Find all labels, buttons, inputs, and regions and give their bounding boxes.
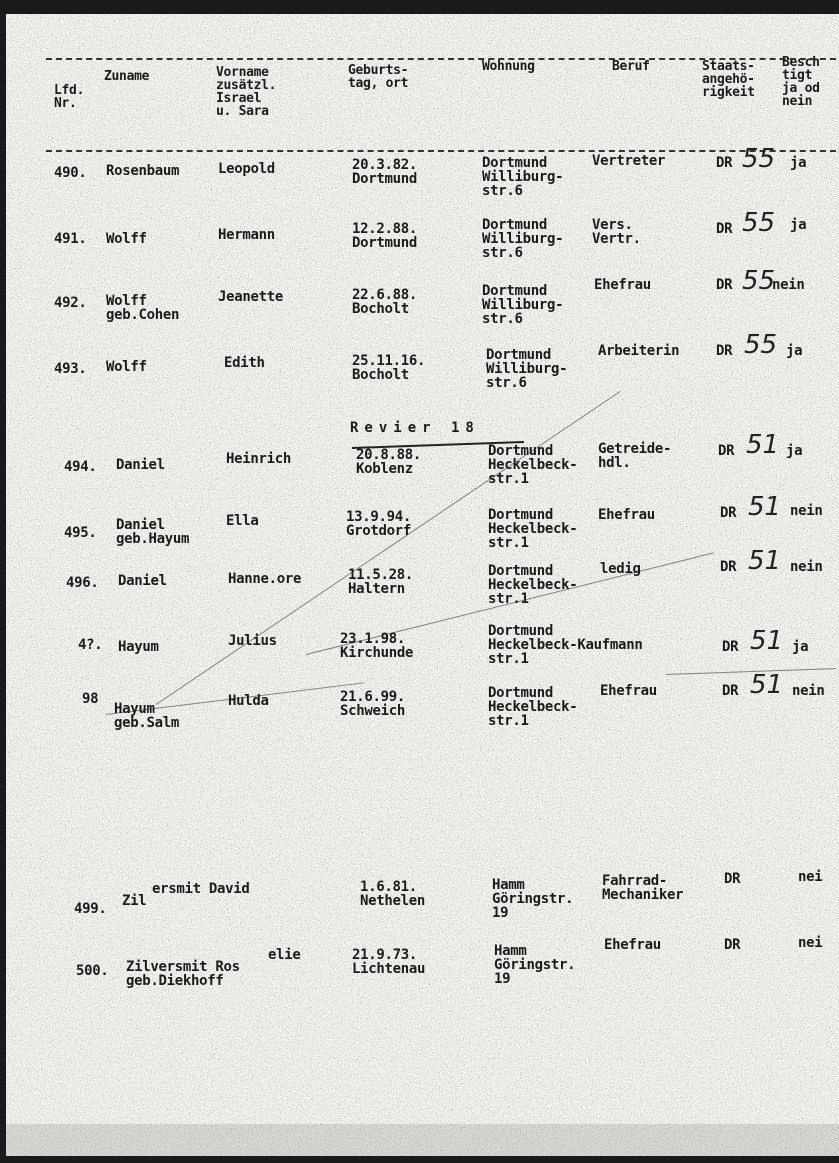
header-zuname: Zuname — [104, 69, 150, 84]
row-vorname: Julius — [228, 633, 277, 649]
row-geburt: 20.8.88. Koblenz — [356, 447, 422, 477]
row-handwritten-number: 51 — [746, 430, 780, 460]
row-geburt: 12.2.88. Dortmund — [352, 221, 418, 251]
row-handwritten-number: 55 — [742, 208, 776, 238]
row-zuname: Wolff — [106, 231, 147, 247]
row-staat: DR — [720, 559, 737, 575]
row-besch: nei — [798, 935, 823, 951]
row-nr: 4?. — [78, 637, 103, 653]
row-besch: ja — [790, 155, 807, 171]
header-besch: Besch tigt ja od nein — [782, 55, 820, 109]
row-zuname: Daniel — [118, 573, 167, 589]
row-wohnung: Dortmund Williburg- str.6 — [486, 347, 568, 391]
row-vorname: Heinrich — [226, 451, 292, 467]
row-staat: DR — [720, 505, 737, 521]
row-beruf: Ehefrau — [600, 683, 657, 699]
header-staats: Staats- angehö- rigkeit — [702, 59, 755, 100]
row-beruf: Vers. Vertr. — [592, 217, 641, 247]
row-beruf: Arbeiterin — [598, 343, 680, 359]
row-geburt: 1.6.81. Nethelen — [360, 879, 426, 909]
row-besch: ja — [786, 443, 803, 459]
row-besch: ja — [792, 639, 809, 655]
row-wohnung: Dortmund Heckelbeck- str.1 — [488, 685, 578, 729]
row-nr: 496. — [66, 575, 99, 591]
row-nr: 493. — [54, 361, 87, 377]
row-geburt: 11.5.28. Haltern — [348, 567, 414, 597]
row-besch: nein — [790, 559, 823, 575]
row-nr: 492. — [54, 295, 87, 311]
row-wohnung: Dortmund Heckelbeck-Kaufmann str.1 — [488, 623, 643, 667]
row-beruf: Ehefrau — [594, 277, 651, 293]
row-wohnung: Dortmund Williburg- str.6 — [482, 283, 564, 327]
row-zuname: Hayum geb.Salm — [114, 701, 180, 731]
row-vorname: Hermann — [218, 227, 275, 243]
header-top-rule — [46, 58, 839, 60]
row-zuname: Daniel geb.Hayum — [116, 517, 190, 547]
row-vorname: elie — [268, 947, 301, 963]
header-beruf: Beruf — [612, 59, 650, 74]
row-zuname: Wolff — [106, 359, 147, 375]
row-vorname: Hanne.ore — [228, 571, 302, 587]
row-besch: nein — [772, 277, 805, 293]
row-geburt: 23.1.98. Kirchunde — [340, 631, 414, 661]
header-wohnung: Wohnung — [482, 59, 535, 74]
document-page — [6, 14, 839, 1156]
row-geburt: 13.9.94. Grotdorf — [346, 509, 412, 539]
row-zuname: Zil — [122, 893, 147, 909]
row-staat: DR — [716, 277, 733, 293]
row-beruf: Fahrrad- Mechaniker — [602, 873, 684, 903]
row-handwritten-number: 51 — [748, 492, 782, 522]
row-wohnung: Dortmund Heckelbeck- str.1 — [488, 443, 578, 487]
row-wohnung: Hamm Göringstr. 19 — [494, 943, 576, 987]
row-vorname: Leopold — [218, 161, 275, 177]
row-handwritten-number: 51 — [750, 670, 784, 700]
row-geburt: 20.3.82. Dortmund — [352, 157, 418, 187]
row-nr: 494. — [64, 459, 97, 475]
row-staat: DR — [724, 937, 741, 953]
paper-crease — [106, 682, 364, 715]
row-vorname: ersmit David — [152, 881, 250, 897]
row-besch: ja — [790, 217, 807, 233]
row-nr: 491. — [54, 231, 87, 247]
row-besch: ja — [786, 343, 803, 359]
row-zuname: Zilversmit Ros geb.Diekhoff — [126, 959, 240, 989]
row-besch: nein — [790, 503, 823, 519]
header-vorname: Vorname zusätzl. Israel u. Sara — [216, 65, 277, 119]
row-beruf: ledig — [600, 561, 641, 577]
row-nr: 490. — [54, 165, 87, 181]
row-vorname: Ella — [226, 513, 259, 529]
row-staat: DR — [724, 871, 741, 887]
row-wohnung: Dortmund Heckelbeck- str.1 — [488, 507, 578, 551]
row-besch: nein — [792, 683, 825, 699]
section-heading: Revier 18 — [350, 420, 480, 436]
row-geburt: 22.6.88. Bocholt — [352, 287, 418, 317]
row-beruf: Getreide- hdl. — [598, 441, 672, 471]
row-staat: DR — [722, 683, 739, 699]
row-wohnung: Dortmund Williburg- str.6 — [482, 155, 564, 199]
header-nr: Lfd. Nr. — [54, 83, 85, 111]
row-nr: 499. — [74, 901, 107, 917]
row-beruf: Ehefrau — [598, 507, 655, 523]
row-staat: DR — [716, 155, 733, 171]
row-nr: 98 — [82, 691, 99, 707]
row-zuname: Daniel — [116, 457, 165, 473]
row-zuname: Wolff geb.Cohen — [106, 293, 180, 323]
row-staat: DR — [722, 639, 739, 655]
row-nr: 495. — [64, 525, 97, 541]
row-besch: nei — [798, 869, 823, 885]
row-handwritten-number: 51 — [750, 626, 784, 656]
header-geburt: Geburts- tag, ort — [348, 63, 409, 91]
row-geburt: 25.11.16. Bocholt — [352, 353, 426, 383]
row-beruf: Vertreter — [592, 153, 666, 169]
row-zuname: Hayum — [118, 639, 159, 655]
row-staat: DR — [718, 443, 735, 459]
row-wohnung: Hamm Göringstr. 19 — [492, 877, 574, 921]
row-staat: DR — [716, 343, 733, 359]
row-handwritten-number: 55 — [742, 144, 776, 174]
row-handwritten-number: 51 — [748, 546, 782, 576]
row-wohnung: Dortmund Heckelbeck- str.1 — [488, 563, 578, 607]
row-zuname: Rosenbaum — [106, 163, 180, 179]
row-geburt: 21.9.73. Lichtenau — [352, 947, 426, 977]
row-nr: 500. — [76, 963, 109, 979]
row-vorname: Hulda — [228, 693, 269, 709]
row-beruf: Ehefrau — [604, 937, 661, 953]
row-staat: DR — [716, 221, 733, 237]
row-vorname: Jeanette — [218, 289, 284, 305]
row-wohnung: Dortmund Williburg- str.6 — [482, 217, 564, 261]
row-geburt: 21.6.99. Schweich — [340, 689, 406, 719]
row-vorname: Edith — [224, 355, 265, 371]
row-handwritten-number: 55 — [742, 266, 776, 296]
header-bottom-rule — [46, 150, 839, 152]
row-handwritten-number: 55 — [744, 330, 778, 360]
